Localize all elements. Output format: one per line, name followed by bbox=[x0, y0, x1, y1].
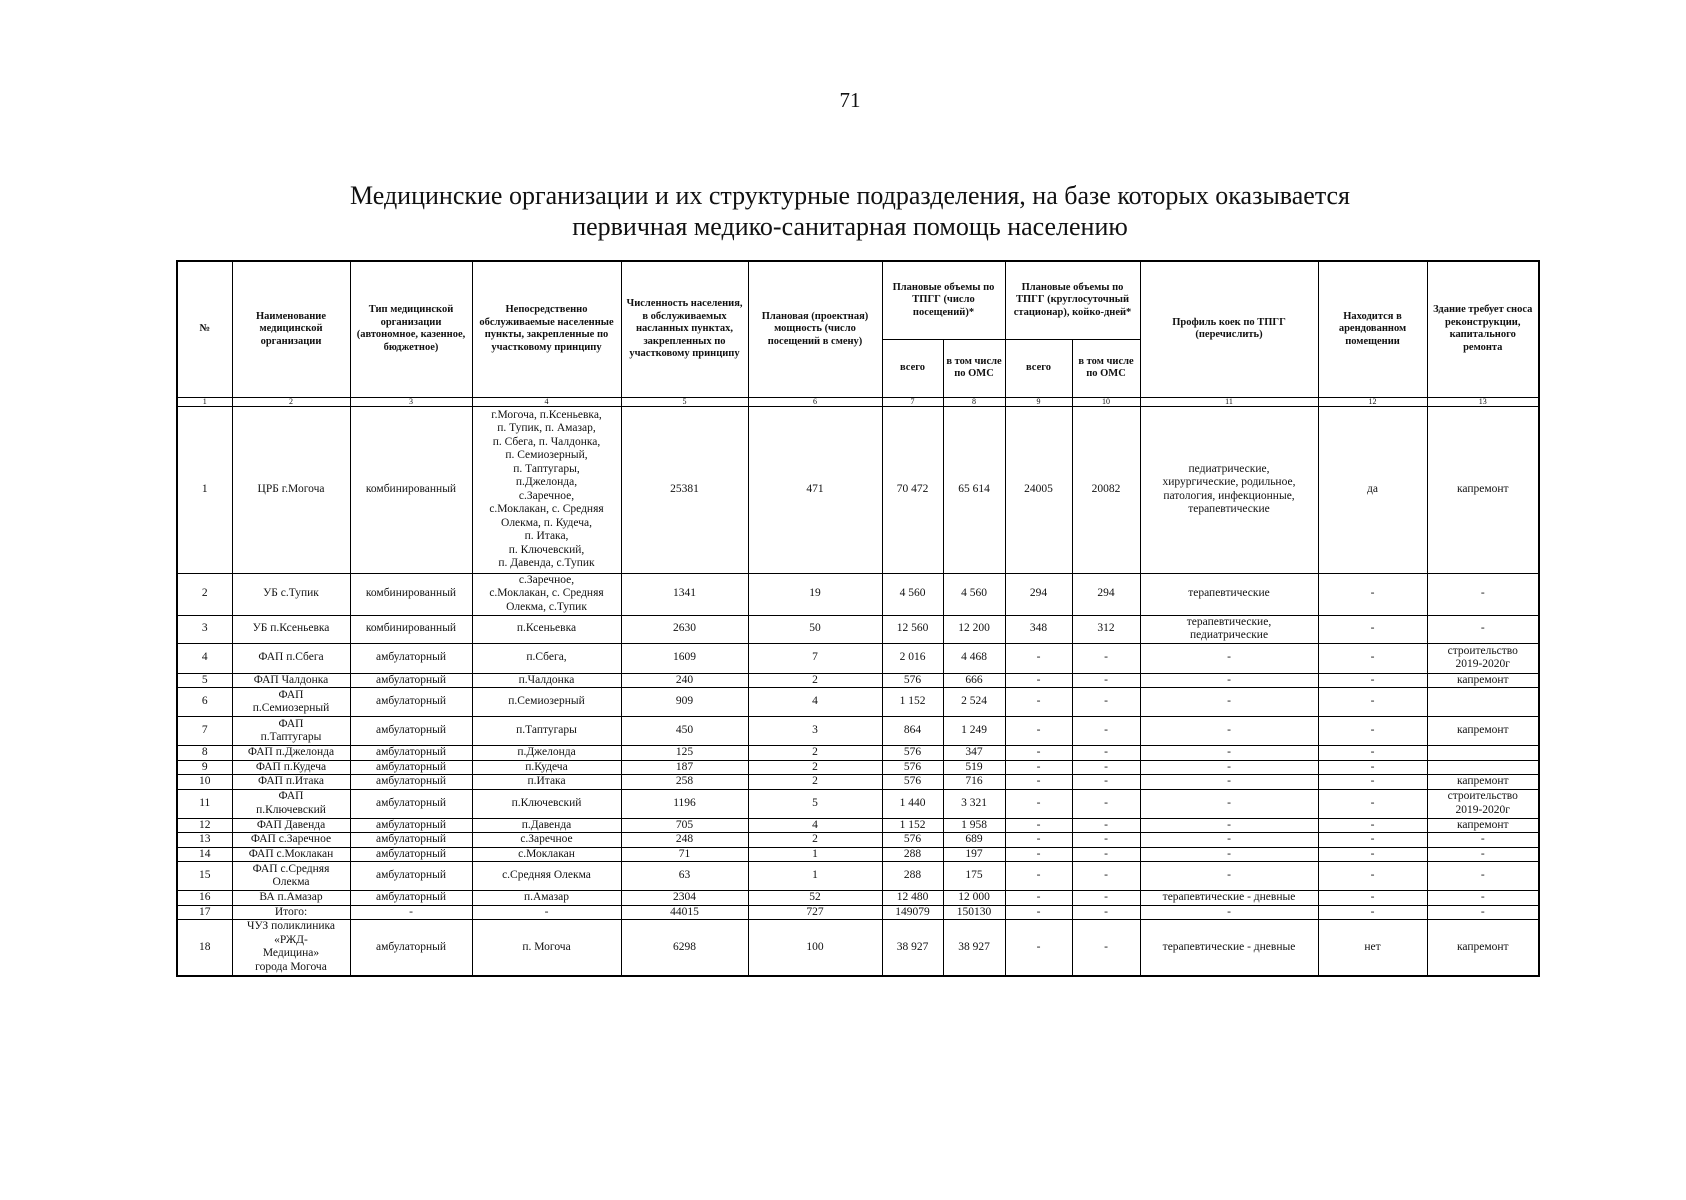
cell-no: 17 bbox=[177, 905, 232, 920]
cell-visits-oms: 4 468 bbox=[943, 643, 1005, 673]
cell-visits-total: 288 bbox=[882, 862, 943, 891]
cell-beds-oms: - bbox=[1072, 760, 1140, 775]
cell-beds-total: 348 bbox=[1005, 615, 1072, 643]
cell-profile: терапевтические - дневные bbox=[1140, 920, 1318, 976]
header-profile: Профиль коек по ТПГГ (перечислить) bbox=[1140, 261, 1318, 397]
cell-name: ФАП с.Заречное bbox=[232, 833, 350, 848]
header-capacity: Плановая (проектная) мощность (число посещений в смену) bbox=[748, 261, 882, 397]
cell-rented: - bbox=[1318, 847, 1427, 862]
cell-building: - bbox=[1427, 891, 1539, 906]
column-numbers-row bbox=[177, 397, 1539, 406]
cell-beds-oms: - bbox=[1072, 833, 1140, 848]
header-name: Наименование медицинской организации bbox=[232, 261, 350, 397]
header-visits-group: Плановые объемы по ТПГГ (число посещений)* bbox=[882, 261, 1005, 339]
cell-beds-oms: - bbox=[1072, 905, 1140, 920]
cell-beds-oms: - bbox=[1072, 673, 1140, 688]
cell-building: капремонт bbox=[1427, 775, 1539, 790]
cell-population: 6298 bbox=[621, 920, 748, 976]
table-row bbox=[177, 775, 1539, 790]
cell-beds-total: - bbox=[1005, 673, 1072, 688]
cell-beds-total: - bbox=[1005, 717, 1072, 746]
cell-no: 16 bbox=[177, 891, 232, 906]
cell-beds-total: - bbox=[1005, 746, 1072, 761]
cell-beds-total: - bbox=[1005, 643, 1072, 673]
cell-name: ФАП п.Кудеча bbox=[232, 760, 350, 775]
cell-building: - bbox=[1427, 847, 1539, 862]
cell-visits-oms: 4 560 bbox=[943, 573, 1005, 615]
column-number: 9 bbox=[1005, 397, 1072, 406]
cell-settlements: г.Могоча, п.Ксеньевка, п. Тупик, п. Амазар, п. Сбега, п. Чалдонка, п. Семиозерный, п. Таптугары, п.Джелонда, с.Заречное, с.Моклакан, с. Средняя Олекма, п. Кудеча, п. Итака, п. Ключевский, п. Давенда, с.Тупик bbox=[472, 406, 621, 573]
cell-profile: - bbox=[1140, 717, 1318, 746]
cell-population: 1196 bbox=[621, 789, 748, 818]
cell-visits-total: 1 152 bbox=[882, 688, 943, 717]
cell-population: 25381 bbox=[621, 406, 748, 573]
cell-building bbox=[1427, 688, 1539, 717]
cell-visits-total: 12 560 bbox=[882, 615, 943, 643]
column-number: 11 bbox=[1140, 397, 1318, 406]
cell-rented: - bbox=[1318, 862, 1427, 891]
cell-profile: - bbox=[1140, 905, 1318, 920]
cell-name: ФАП п.Таптугары bbox=[232, 717, 350, 746]
cell-name: ВА п.Амазар bbox=[232, 891, 350, 906]
header-visits-oms: в том числе по ОМС bbox=[943, 339, 1005, 397]
cell-visits-total: 576 bbox=[882, 760, 943, 775]
cell-no: 8 bbox=[177, 746, 232, 761]
cell-visits-oms: 38 927 bbox=[943, 920, 1005, 976]
cell-type: амбулаторный bbox=[350, 818, 472, 833]
cell-visits-total: 4 560 bbox=[882, 573, 943, 615]
cell-no: 5 bbox=[177, 673, 232, 688]
table-row bbox=[177, 920, 1539, 976]
cell-population: 187 bbox=[621, 760, 748, 775]
cell-visits-total: 2 016 bbox=[882, 643, 943, 673]
column-number: 2 bbox=[232, 397, 350, 406]
cell-no: 11 bbox=[177, 789, 232, 818]
cell-settlements: п.Кудеча bbox=[472, 760, 621, 775]
column-number: 8 bbox=[943, 397, 1005, 406]
cell-visits-oms: 150130 bbox=[943, 905, 1005, 920]
cell-rented: - bbox=[1318, 746, 1427, 761]
table-row bbox=[177, 717, 1539, 746]
cell-settlements: п.Ключевский bbox=[472, 789, 621, 818]
cell-settlements: п.Таптугары bbox=[472, 717, 621, 746]
cell-capacity: 2 bbox=[748, 775, 882, 790]
cell-type: амбулаторный bbox=[350, 847, 472, 862]
cell-beds-total: - bbox=[1005, 891, 1072, 906]
cell-visits-total: 576 bbox=[882, 833, 943, 848]
cell-beds-total: 24005 bbox=[1005, 406, 1072, 573]
cell-visits-oms: 1 958 bbox=[943, 818, 1005, 833]
cell-settlements: п.Сбега, bbox=[472, 643, 621, 673]
cell-rented: - bbox=[1318, 905, 1427, 920]
column-number: 7 bbox=[882, 397, 943, 406]
cell-population: 705 bbox=[621, 818, 748, 833]
cell-settlements: п.Итака bbox=[472, 775, 621, 790]
cell-name: ЦРБ г.Могоча bbox=[232, 406, 350, 573]
cell-rented: - bbox=[1318, 615, 1427, 643]
cell-rented: - bbox=[1318, 643, 1427, 673]
table-row bbox=[177, 833, 1539, 848]
cell-settlements: п.Семиозерный bbox=[472, 688, 621, 717]
cell-capacity: 1 bbox=[748, 862, 882, 891]
cell-type: амбулаторный bbox=[350, 688, 472, 717]
cell-population: 248 bbox=[621, 833, 748, 848]
header-rented: Находится в арендованном помещении bbox=[1318, 261, 1427, 397]
cell-no: 10 bbox=[177, 775, 232, 790]
cell-type: амбулаторный bbox=[350, 789, 472, 818]
table-row bbox=[177, 789, 1539, 818]
table-row bbox=[177, 746, 1539, 761]
cell-settlements: п.Джелонда bbox=[472, 746, 621, 761]
cell-settlements: - bbox=[472, 905, 621, 920]
cell-profile: - bbox=[1140, 688, 1318, 717]
cell-visits-oms: 2 524 bbox=[943, 688, 1005, 717]
cell-beds-oms: 20082 bbox=[1072, 406, 1140, 573]
cell-building: - bbox=[1427, 573, 1539, 615]
cell-beds-total: 294 bbox=[1005, 573, 1072, 615]
cell-type: амбулаторный bbox=[350, 775, 472, 790]
cell-no: 1 bbox=[177, 406, 232, 573]
cell-beds-oms: - bbox=[1072, 818, 1140, 833]
cell-type: амбулаторный bbox=[350, 717, 472, 746]
column-number: 13 bbox=[1427, 397, 1539, 406]
cell-beds-oms: - bbox=[1072, 643, 1140, 673]
cell-rented: - bbox=[1318, 760, 1427, 775]
table-row bbox=[177, 573, 1539, 615]
cell-profile: терапевтические - дневные bbox=[1140, 891, 1318, 906]
cell-rented: - bbox=[1318, 573, 1427, 615]
header-building: Здание требует сноса реконструкции, капитального ремонта bbox=[1427, 261, 1539, 397]
cell-beds-oms: - bbox=[1072, 847, 1140, 862]
page-number: 71 bbox=[839, 88, 861, 112]
cell-beds-total: - bbox=[1005, 775, 1072, 790]
cell-rented: - bbox=[1318, 688, 1427, 717]
cell-population: 2630 bbox=[621, 615, 748, 643]
cell-population: 2304 bbox=[621, 891, 748, 906]
column-number: 12 bbox=[1318, 397, 1427, 406]
cell-settlements: п. Могоча bbox=[472, 920, 621, 976]
cell-building bbox=[1427, 760, 1539, 775]
header-settlements: Непосредственно обслуживаемые населенные пункты, закрепленные по участковому принципу bbox=[472, 261, 621, 397]
cell-capacity: 471 bbox=[748, 406, 882, 573]
cell-rented: - bbox=[1318, 775, 1427, 790]
cell-type: амбулаторный bbox=[350, 920, 472, 976]
cell-beds-oms: 312 bbox=[1072, 615, 1140, 643]
cell-settlements: с.Моклакан bbox=[472, 847, 621, 862]
cell-name: ФАП п.Сбега bbox=[232, 643, 350, 673]
cell-beds-total: - bbox=[1005, 789, 1072, 818]
cell-profile: - bbox=[1140, 818, 1318, 833]
cell-name: Итого: bbox=[232, 905, 350, 920]
header-no: № bbox=[177, 261, 232, 397]
cell-capacity: 7 bbox=[748, 643, 882, 673]
cell-capacity: 100 bbox=[748, 920, 882, 976]
table-row bbox=[177, 862, 1539, 891]
cell-capacity: 5 bbox=[748, 789, 882, 818]
column-number: 10 bbox=[1072, 397, 1140, 406]
cell-capacity: 50 bbox=[748, 615, 882, 643]
cell-rented: - bbox=[1318, 789, 1427, 818]
cell-no: 2 bbox=[177, 573, 232, 615]
column-number: 6 bbox=[748, 397, 882, 406]
cell-beds-oms: - bbox=[1072, 746, 1140, 761]
cell-beds-oms: - bbox=[1072, 789, 1140, 818]
cell-visits-total: 1 440 bbox=[882, 789, 943, 818]
title-line-1: Медицинские организации и их структурные подразделения, на базе которых оказывается bbox=[349, 181, 1350, 210]
cell-visits-oms: 519 bbox=[943, 760, 1005, 775]
cell-beds-total: - bbox=[1005, 833, 1072, 848]
cell-visits-oms: 197 bbox=[943, 847, 1005, 862]
column-number: 5 bbox=[621, 397, 748, 406]
cell-name: ФАП п.Ключевский bbox=[232, 789, 350, 818]
document-title bbox=[250, 180, 1450, 242]
table-row bbox=[177, 847, 1539, 862]
cell-building: - bbox=[1427, 905, 1539, 920]
cell-profile: терапевтические bbox=[1140, 573, 1318, 615]
cell-visits-oms: 65 614 bbox=[943, 406, 1005, 573]
cell-building: капремонт bbox=[1427, 673, 1539, 688]
cell-population: 909 bbox=[621, 688, 748, 717]
header-beds-oms: в том числе по ОМС bbox=[1072, 339, 1140, 397]
cell-profile: - bbox=[1140, 746, 1318, 761]
cell-visits-total: 864 bbox=[882, 717, 943, 746]
cell-type: амбулаторный bbox=[350, 862, 472, 891]
cell-settlements: с.Заречное, с.Моклакан, с. Средняя Олекма, с.Тупик bbox=[472, 573, 621, 615]
table-row bbox=[177, 643, 1539, 673]
cell-population: 63 bbox=[621, 862, 748, 891]
cell-beds-oms: - bbox=[1072, 920, 1140, 976]
cell-settlements: п.Давенда bbox=[472, 818, 621, 833]
cell-type: - bbox=[350, 905, 472, 920]
cell-beds-total: - bbox=[1005, 847, 1072, 862]
cell-visits-total: 149079 bbox=[882, 905, 943, 920]
cell-no: 12 bbox=[177, 818, 232, 833]
cell-building: строительство 2019-2020г bbox=[1427, 643, 1539, 673]
cell-visits-total: 576 bbox=[882, 746, 943, 761]
cell-population: 258 bbox=[621, 775, 748, 790]
cell-visits-total: 1 152 bbox=[882, 818, 943, 833]
cell-building: - bbox=[1427, 862, 1539, 891]
header-population: Численность населения, в обслуживаемых насланных пунктах, закрепленных по участковому принципу bbox=[621, 261, 748, 397]
cell-beds-oms: - bbox=[1072, 688, 1140, 717]
cell-profile: - bbox=[1140, 673, 1318, 688]
cell-no: 9 bbox=[177, 760, 232, 775]
cell-name: ЧУЗ поликлиника «РЖД- Медицина» города Могоча bbox=[232, 920, 350, 976]
cell-beds-oms: - bbox=[1072, 891, 1140, 906]
cell-building: капремонт bbox=[1427, 717, 1539, 746]
cell-profile: - bbox=[1140, 760, 1318, 775]
cell-no: 7 bbox=[177, 717, 232, 746]
cell-population: 1609 bbox=[621, 643, 748, 673]
cell-type: комбинированный bbox=[350, 615, 472, 643]
table-row bbox=[177, 891, 1539, 906]
cell-visits-oms: 716 bbox=[943, 775, 1005, 790]
cell-type: комбинированный bbox=[350, 406, 472, 573]
header-type: Тип медицинской организации (автономное, казенное, бюджетное) bbox=[350, 261, 472, 397]
cell-beds-oms: - bbox=[1072, 775, 1140, 790]
cell-name: УБ с.Тупик bbox=[232, 573, 350, 615]
cell-capacity: 4 bbox=[748, 688, 882, 717]
cell-no: 3 bbox=[177, 615, 232, 643]
cell-type: амбулаторный bbox=[350, 891, 472, 906]
cell-visits-oms: 689 bbox=[943, 833, 1005, 848]
cell-name: ФАП п.Семиозерный bbox=[232, 688, 350, 717]
cell-visits-oms: 12 000 bbox=[943, 891, 1005, 906]
table-row bbox=[177, 760, 1539, 775]
cell-type: амбулаторный bbox=[350, 760, 472, 775]
cell-visits-oms: 3 321 bbox=[943, 789, 1005, 818]
cell-visits-total: 576 bbox=[882, 673, 943, 688]
cell-capacity: 2 bbox=[748, 833, 882, 848]
cell-visits-total: 12 480 bbox=[882, 891, 943, 906]
cell-visits-total: 70 472 bbox=[882, 406, 943, 573]
cell-type: амбулаторный bbox=[350, 746, 472, 761]
cell-no: 18 bbox=[177, 920, 232, 976]
cell-visits-total: 288 bbox=[882, 847, 943, 862]
organizations-table bbox=[176, 260, 1540, 977]
cell-capacity: 4 bbox=[748, 818, 882, 833]
cell-visits-oms: 666 bbox=[943, 673, 1005, 688]
cell-visits-total: 576 bbox=[882, 775, 943, 790]
cell-population: 71 bbox=[621, 847, 748, 862]
cell-rented: - bbox=[1318, 891, 1427, 906]
cell-no: 15 bbox=[177, 862, 232, 891]
cell-rented: - bbox=[1318, 717, 1427, 746]
cell-building: капремонт bbox=[1427, 920, 1539, 976]
column-number: 3 bbox=[350, 397, 472, 406]
cell-name: ФАП Давенда bbox=[232, 818, 350, 833]
cell-type: амбулаторный bbox=[350, 673, 472, 688]
cell-settlements: с.Средняя Олекма bbox=[472, 862, 621, 891]
cell-capacity: 1 bbox=[748, 847, 882, 862]
cell-capacity: 3 bbox=[748, 717, 882, 746]
cell-no: 4 bbox=[177, 643, 232, 673]
table-row bbox=[177, 905, 1539, 920]
cell-capacity: 2 bbox=[748, 746, 882, 761]
cell-no: 6 bbox=[177, 688, 232, 717]
cell-rented: - bbox=[1318, 673, 1427, 688]
cell-name: ФАП п.Джелонда bbox=[232, 746, 350, 761]
cell-name: УБ п.Ксеньевка bbox=[232, 615, 350, 643]
cell-rented: да bbox=[1318, 406, 1427, 573]
cell-type: комбинированный bbox=[350, 573, 472, 615]
cell-rented: - bbox=[1318, 833, 1427, 848]
table-row bbox=[177, 673, 1539, 688]
cell-building: строительство 2019-2020г bbox=[1427, 789, 1539, 818]
cell-capacity: 19 bbox=[748, 573, 882, 615]
cell-capacity: 2 bbox=[748, 673, 882, 688]
cell-profile: - bbox=[1140, 789, 1318, 818]
cell-no: 14 bbox=[177, 847, 232, 862]
cell-visits-oms: 347 bbox=[943, 746, 1005, 761]
cell-settlements: п.Амазар bbox=[472, 891, 621, 906]
cell-building: - bbox=[1427, 615, 1539, 643]
cell-capacity: 2 bbox=[748, 760, 882, 775]
cell-beds-oms: 294 bbox=[1072, 573, 1140, 615]
cell-visits-oms: 1 249 bbox=[943, 717, 1005, 746]
column-number: 4 bbox=[472, 397, 621, 406]
table-row bbox=[177, 615, 1539, 643]
cell-beds-total: - bbox=[1005, 818, 1072, 833]
cell-beds-total: - bbox=[1005, 688, 1072, 717]
header-visits-total: всего bbox=[882, 339, 943, 397]
table-row bbox=[177, 818, 1539, 833]
cell-population: 125 bbox=[621, 746, 748, 761]
cell-visits-oms: 12 200 bbox=[943, 615, 1005, 643]
cell-type: амбулаторный bbox=[350, 643, 472, 673]
cell-settlements: п.Ксеньевка bbox=[472, 615, 621, 643]
cell-visits-oms: 175 bbox=[943, 862, 1005, 891]
cell-profile: - bbox=[1140, 833, 1318, 848]
title-line-2: первичная медико-санитарная помощь населению bbox=[572, 212, 1128, 241]
cell-name: ФАП с.Средняя Олекма bbox=[232, 862, 350, 891]
cell-profile: педиатрические, хирургические, родильное, патология, инфекционные, терапевтические bbox=[1140, 406, 1318, 573]
cell-rented: - bbox=[1318, 818, 1427, 833]
cell-building bbox=[1427, 746, 1539, 761]
cell-rented: нет bbox=[1318, 920, 1427, 976]
cell-capacity: 727 bbox=[748, 905, 882, 920]
cell-population: 44015 bbox=[621, 905, 748, 920]
cell-profile: - bbox=[1140, 643, 1318, 673]
table-row bbox=[177, 688, 1539, 717]
cell-beds-total: - bbox=[1005, 862, 1072, 891]
header-beds-total: всего bbox=[1005, 339, 1072, 397]
cell-profile: - bbox=[1140, 862, 1318, 891]
cell-beds-total: - bbox=[1005, 760, 1072, 775]
cell-beds-oms: - bbox=[1072, 717, 1140, 746]
cell-population: 1341 bbox=[621, 573, 748, 615]
cell-profile: - bbox=[1140, 847, 1318, 862]
cell-population: 240 bbox=[621, 673, 748, 688]
cell-beds-oms: - bbox=[1072, 862, 1140, 891]
cell-profile: терапевтические, педиатрические bbox=[1140, 615, 1318, 643]
cell-visits-total: 38 927 bbox=[882, 920, 943, 976]
cell-beds-total: - bbox=[1005, 905, 1072, 920]
cell-profile: - bbox=[1140, 775, 1318, 790]
header-beds-group: Плановые объемы по ТПГГ (круглосуточный стационар), койко-дней* bbox=[1005, 261, 1140, 339]
cell-name: ФАП с.Моклакан bbox=[232, 847, 350, 862]
cell-building: - bbox=[1427, 833, 1539, 848]
cell-settlements: с.Заречное bbox=[472, 833, 621, 848]
table-row bbox=[177, 406, 1539, 573]
cell-beds-total: - bbox=[1005, 920, 1072, 976]
cell-name: ФАП п.Итака bbox=[232, 775, 350, 790]
cell-type: амбулаторный bbox=[350, 833, 472, 848]
column-number: 1 bbox=[177, 397, 232, 406]
cell-building: капремонт bbox=[1427, 406, 1539, 573]
table-body bbox=[177, 406, 1539, 976]
cell-no: 13 bbox=[177, 833, 232, 848]
cell-building: капремонт bbox=[1427, 818, 1539, 833]
cell-settlements: п.Чалдонка bbox=[472, 673, 621, 688]
cell-capacity: 52 bbox=[748, 891, 882, 906]
cell-population: 450 bbox=[621, 717, 748, 746]
cell-name: ФАП Чалдонка bbox=[232, 673, 350, 688]
